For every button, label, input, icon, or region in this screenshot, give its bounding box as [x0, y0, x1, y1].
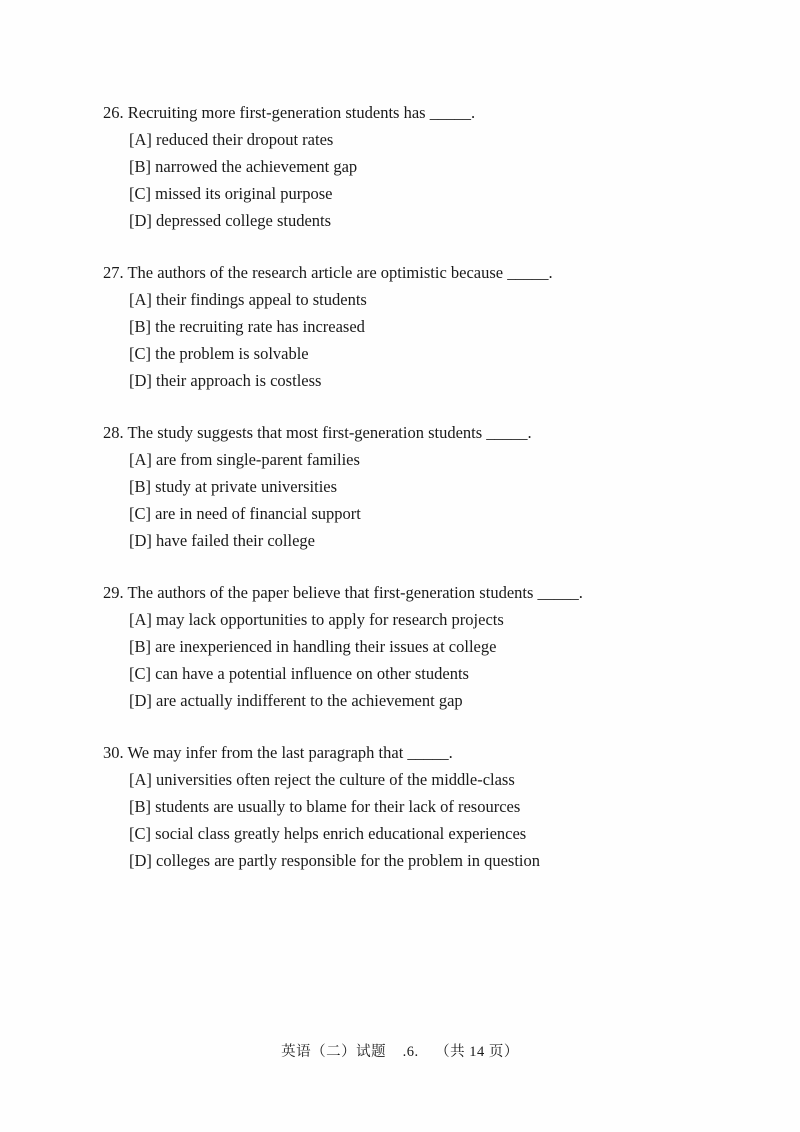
question-27: [103, 259, 723, 394]
question-stem: 30. We may infer from the last paragraph that _____.: [103, 743, 453, 762]
option-a: [A] may lack opportunities to apply for research projects: [129, 610, 504, 629]
option-b: [B] are inexperienced in handling their issues at college: [129, 637, 497, 656]
question-stem: 28. The study suggests that most first-generation students _____.: [103, 423, 532, 442]
question-stem: 26. Recruiting more first-generation students has _____.: [103, 103, 476, 122]
option-d: [D] depressed college students: [129, 211, 332, 230]
option-d: [D] have failed their college: [129, 531, 315, 550]
option-a: [A] are from single-parent families: [129, 450, 360, 469]
question-30: [103, 739, 723, 874]
option-b: [B] study at private universities: [129, 477, 338, 496]
page-footer: 英语（二）试题 .6. （共 14 页）: [281, 1044, 519, 1060]
option-a: [A] universities often reject the culture of the middle-class: [129, 770, 515, 789]
option-a: [A] reduced their dropout rates: [129, 130, 334, 149]
option-a: [A] their findings appeal to students: [129, 290, 367, 309]
option-d: [D] colleges are partly responsible for the problem in question: [129, 851, 541, 870]
question-stem: 27. The authors of the research article are optimistic because _____.: [103, 263, 553, 282]
question-stem: 29. The authors of the paper believe that first-generation students _____.: [103, 583, 583, 602]
question-28: [103, 419, 723, 554]
option-c: [C] missed its original purpose: [129, 184, 333, 203]
question-list: [103, 99, 723, 899]
question-29: [103, 579, 723, 714]
option-d: [D] are actually indifferent to the achievement gap: [129, 691, 463, 710]
option-d: [D] their approach is costless: [129, 371, 322, 390]
question-26: [103, 99, 723, 234]
option-c: [C] are in need of financial support: [129, 504, 361, 523]
option-b: [B] the recruiting rate has increased: [129, 317, 365, 336]
option-b: [B] narrowed the achievement gap: [129, 157, 358, 176]
option-c: [C] the problem is solvable: [129, 344, 309, 363]
option-c: [C] social class greatly helps enrich educational experiences: [129, 824, 527, 843]
option-b: [B] students are usually to blame for their lack of resources: [129, 797, 521, 816]
option-c: [C] can have a potential influence on other students: [129, 664, 469, 683]
